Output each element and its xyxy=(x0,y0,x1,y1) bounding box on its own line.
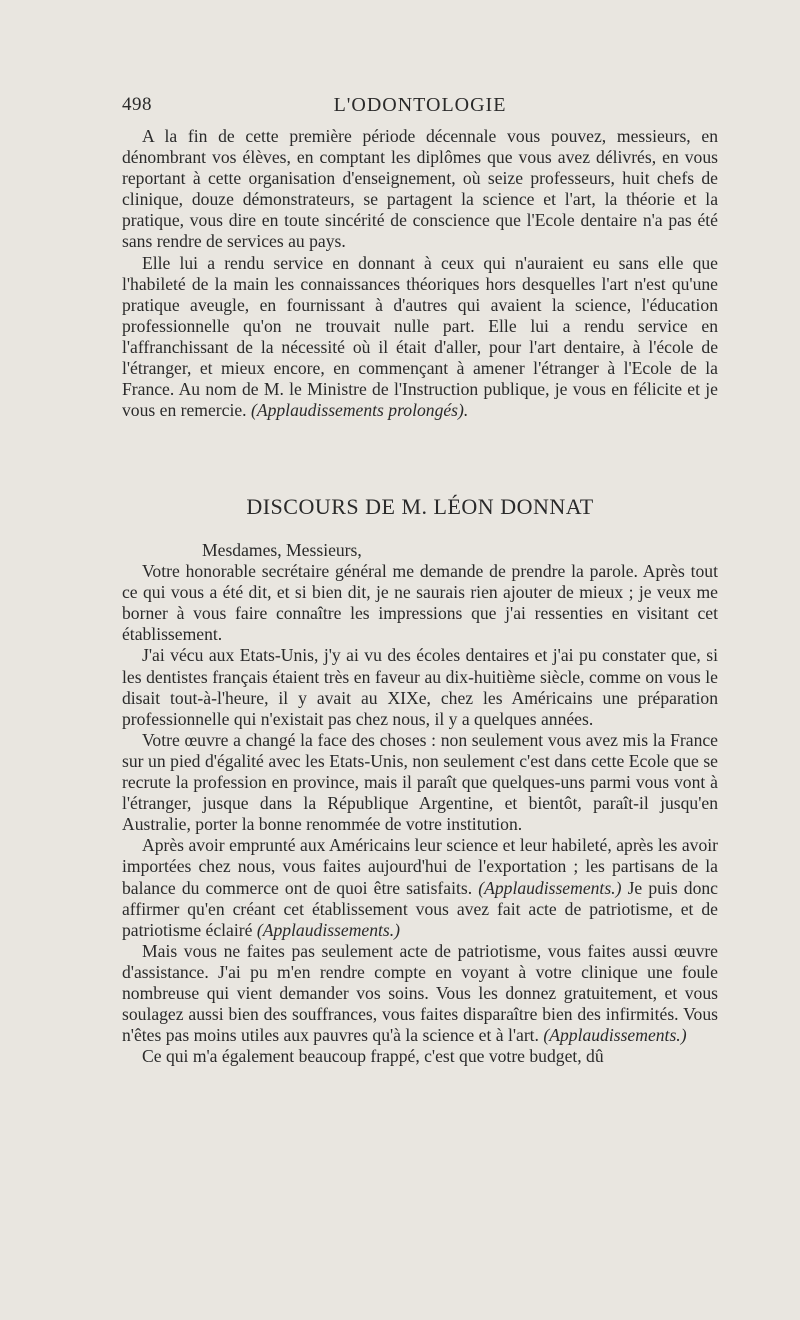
paragraph xyxy=(122,941,718,1046)
applause-note: (Applaudissements prolongés). xyxy=(250,400,469,421)
paragraph: Ce qui m'a également beaucoup frappé, c'est que votre budget, dû xyxy=(142,1046,604,1067)
paragraph-text: Je puis donc affirmer qu'en créant cet établissement vous avez fait acte de patriotisme, et de patriotisme éclairé xyxy=(122,877,718,940)
applause-note: (Applaudissements.) xyxy=(543,1025,687,1046)
paragraph-text: Après avoir emprunté aux Américains leur science et leur habileté, après les avoir importées chez nous, vous faites aujourd'hui de l'exportation ; les partisans de la balance du commerce ont de quoi être satisfaits. xyxy=(122,835,718,898)
text-block-intro xyxy=(122,126,718,421)
page-number: 498 xyxy=(122,94,152,115)
applause-note: (Applaudissements.) xyxy=(478,877,622,898)
text-block-speech xyxy=(122,540,718,1067)
paragraph xyxy=(122,835,718,940)
paragraph xyxy=(122,253,718,422)
paragraph-text: Elle lui a rendu service en donnant à ceux qui n'auraient eu sans elle que l'habileté de la main les connaissances théoriques hors desquelles l'art n'est qu'une pratique aveugle, en fournissant à d'autres qui avaient la science, l'éducation professionnelle qu'on ne trouvait nulle part. Elle lui a rendu service en l'affranchissant de la nécessité où il était d'aller, pour l'art dentaire, à l'école de l'étranger, et mieux encore, en commençant à amener l'étranger à l'Ecole de la France. Au nom de M. le Ministre de l'Instruction publique, je vous en félicite et je vous en remercie. xyxy=(122,252,718,421)
section-title: DISCOURS DE M. LÉON DONNAT xyxy=(246,494,594,519)
paragraph: A la fin de cette première période décennale vous pouvez, messieurs, en dénombrant vos élèves, en comptant les diplômes que vous avez délivrés, en vous reportant à cette organisation d'enseignement, où seize professeurs, huit chefs de clinique, douze démonstrateurs, se partagent la science et l'art, la théorie et la pratique, vous dire en toute sincérité de conscience que l'Ecole dentaire n'a pas été sans rendre de services au pays. xyxy=(122,126,718,252)
paragraph: Votre honorable secrétaire général me demande de prendre la parole. Après tout ce qui vous a été dit, et si bien dit, je ne saurais rien ajouter de mieux ; je veux me borner à vous faire connaître les impressions que j'ai ressenties en visitant cet établissement. xyxy=(122,561,718,645)
page-header xyxy=(122,94,718,122)
paragraph: Votre œuvre a changé la face des choses : non seulement vous avez mis la France sur un pied d'égalité avec les Etats-Unis, non seulement c'est dans cette Ecole que se recrute la profession en province, mais il paraît que quelques-uns parmi vous vont à l'étranger, jusque dans la République Argentine, et bientôt, paraît-il jusqu'en Australie, porter la bonne renommée de votre institution. xyxy=(122,729,718,835)
running-title: L'ODONTOLOGIE xyxy=(333,94,507,116)
paragraph: J'ai vécu aux Etats-Unis, j'y ai vu des écoles dentaires et j'ai pu constater que, si les dentistes français étaient très en faveur au dix-huitième siècle, comme on vous le disait tout-à-l'heure, il y avait au XIXe, chez les Américains une préparation professionnelle qui n'existait pas chez nous, il y a quelques années. xyxy=(122,645,718,729)
salutation: Mesdames, Messieurs, xyxy=(202,540,362,560)
paragraph-text: Mais vous ne faites pas seulement acte de patriotisme, vous faites aussi œuvre d'assistance. J'ai pu m'en rendre compte en voyant à votre clinique une foule nombreuse qui vient demander vos soins. Vous les donnez gratuitement, et vous soulagez aussi bien des souffrances, vous faites disparaître bien des infirmités. Vous n'êtes pas moins utiles aux pauvres qu'à la science et à l'art. xyxy=(122,940,718,1046)
applause-note: (Applaudissements.) xyxy=(256,919,401,940)
